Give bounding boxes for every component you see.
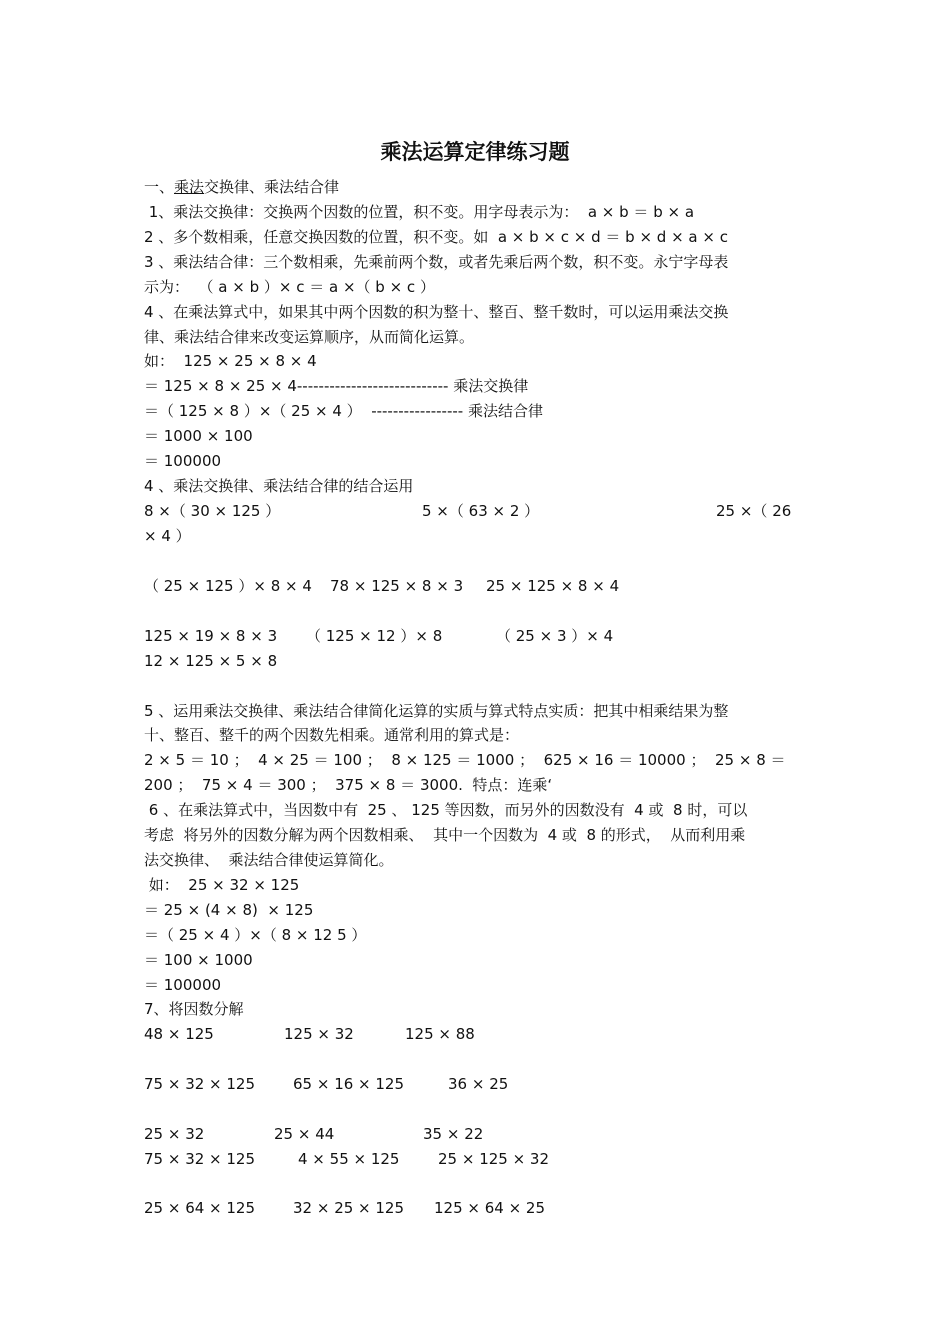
line-1: 1、乘法交换律：交换两个因数的位置，积不变。用字母表示为： a × b ＝ b × a: [144, 203, 695, 221]
exercise-13c: 25 ×（ 26: [716, 502, 792, 520]
exercise-33a: 25 × 32: [144, 1125, 205, 1143]
exercise-33b: 25 × 44: [274, 1125, 335, 1143]
exercise-32c: 36 × 25: [448, 1075, 509, 1093]
exercise-16a: 125 × 19 × 8 × 3: [144, 627, 278, 645]
page-title: 乘法运算定律练习题: [380, 139, 570, 164]
exercise-32b: 65 × 16 × 125: [293, 1075, 405, 1093]
exercise-31a: 48 × 125: [144, 1025, 214, 1043]
line-28: ＝ 100 × 1000: [144, 951, 253, 969]
line-2: 2 、多个数相乘，任意交换因数的位置，积不变。如 a × b × c × d ＝ b × d × a × c: [144, 228, 728, 246]
exercise-15c: 25 × 125 × 8 × 4: [486, 577, 620, 595]
line-30: 7、将因数分解: [144, 1000, 244, 1018]
section-heading-1: [144, 177, 339, 197]
line-26: ＝ 25 × (4 × 8) × 125: [144, 901, 314, 919]
exercise-31c: 125 × 88: [405, 1025, 475, 1043]
exercise-35c: 125 × 64 × 25: [434, 1199, 546, 1217]
exercise-17: 12 × 125 × 5 × 8: [144, 652, 278, 670]
line-18: 5 、运用乘法交换律、乘法结合律简化运算的实质与算式特点实质：把其中相乘结果为整: [144, 702, 729, 720]
line-27: ＝（ 25 × 4 ）×（ 8 × 12 5 ）: [144, 926, 367, 944]
line-29: ＝ 100000: [144, 976, 222, 994]
line-11: ＝ 100000: [144, 452, 222, 470]
exercise-16b: （ 125 × 12 ）× 8: [306, 627, 443, 645]
line-20: 2 × 5 ＝ 10 ； 4 × 25 ＝ 100 ； 8 × 125 ＝ 1000 ； 625 × 16 ＝ 10000 ； 25 × 8 ＝: [144, 751, 786, 769]
exercise-16c: （ 25 × 3 ）× 4: [496, 627, 614, 645]
line-5: 4 、在乘法算式中，如果其中两个因数的积为整十、整百、整千数时，可以运用乘法交换: [144, 303, 729, 321]
line-9: ＝（ 125 × 8 ）×（ 25 × 4 ） ----------------- 乘法结合律: [144, 402, 543, 420]
line-25: 如： 25 × 32 × 125: [144, 876, 300, 894]
line-24: 法交换律、 乘法结合律使运算简化。: [144, 851, 394, 869]
exercise-15b: 78 × 125 × 8 × 3: [330, 577, 464, 595]
line-23: 考虑 将另外的因数分解为两个因数相乘、 其中一个因数为 4 或 8 的形式， 从而利用乘: [144, 826, 746, 844]
exercise-13a: 8 ×（ 30 × 125 ）: [144, 502, 281, 520]
line-12: 4 、乘法交换律、乘法结合律的结合运用: [144, 477, 414, 495]
exercise-34c: 25 × 125 × 32: [438, 1150, 550, 1168]
line-19: 十、整百、整千的两个因数先相乘。通常利用的算式是：: [144, 726, 520, 744]
exercise-34a: 75 × 32 × 125: [144, 1150, 256, 1168]
line-22: 6 、在乘法算式中，当因数中有 25 、 125 等因数，而另外的因数没有 4 或 8 时，可以: [144, 801, 748, 819]
exercise-34b: 4 × 55 × 125: [298, 1150, 400, 1168]
underlined-word: 乘法: [174, 178, 205, 196]
line-10: ＝ 1000 × 100: [144, 427, 253, 445]
line-4: 示为： （ a × b ）× c ＝ a ×（ b × c ）: [144, 278, 435, 296]
section-rest: 交换律、乘法结合律: [204, 178, 340, 196]
line-3: 3 、乘法结合律：三个数相乘，先乘前两个数，或者先乘后两个数，积不变。永宁字母表: [144, 253, 729, 271]
exercise-15a: （ 25 × 125 ）× 8 × 4: [144, 577, 312, 595]
line-7: 如： 125 × 25 × 8 × 4: [144, 352, 317, 370]
line-21: 200 ； 75 × 4 ＝ 300 ； 375 × 8 ＝ 3000. 特点：连乘‘: [144, 776, 553, 794]
exercise-35a: 25 × 64 × 125: [144, 1199, 256, 1217]
exercise-13b: 5 ×（ 63 × 2 ）: [422, 502, 540, 520]
exercise-13c-cont: × 4 ）: [144, 527, 191, 545]
exercise-33c: 35 × 22: [423, 1125, 484, 1143]
line-8: ＝ 125 × 8 × 25 × 4---------------------------- 乘法交换律: [144, 377, 529, 395]
section-prefix: 一、: [144, 178, 175, 196]
exercise-32a: 75 × 32 × 125: [144, 1075, 256, 1093]
exercise-35b: 32 × 25 × 125: [293, 1199, 405, 1217]
exercise-31b: 125 × 32: [284, 1025, 354, 1043]
line-6: 律、乘法结合律来改变运算顺序，从而简化运算。: [144, 328, 475, 346]
